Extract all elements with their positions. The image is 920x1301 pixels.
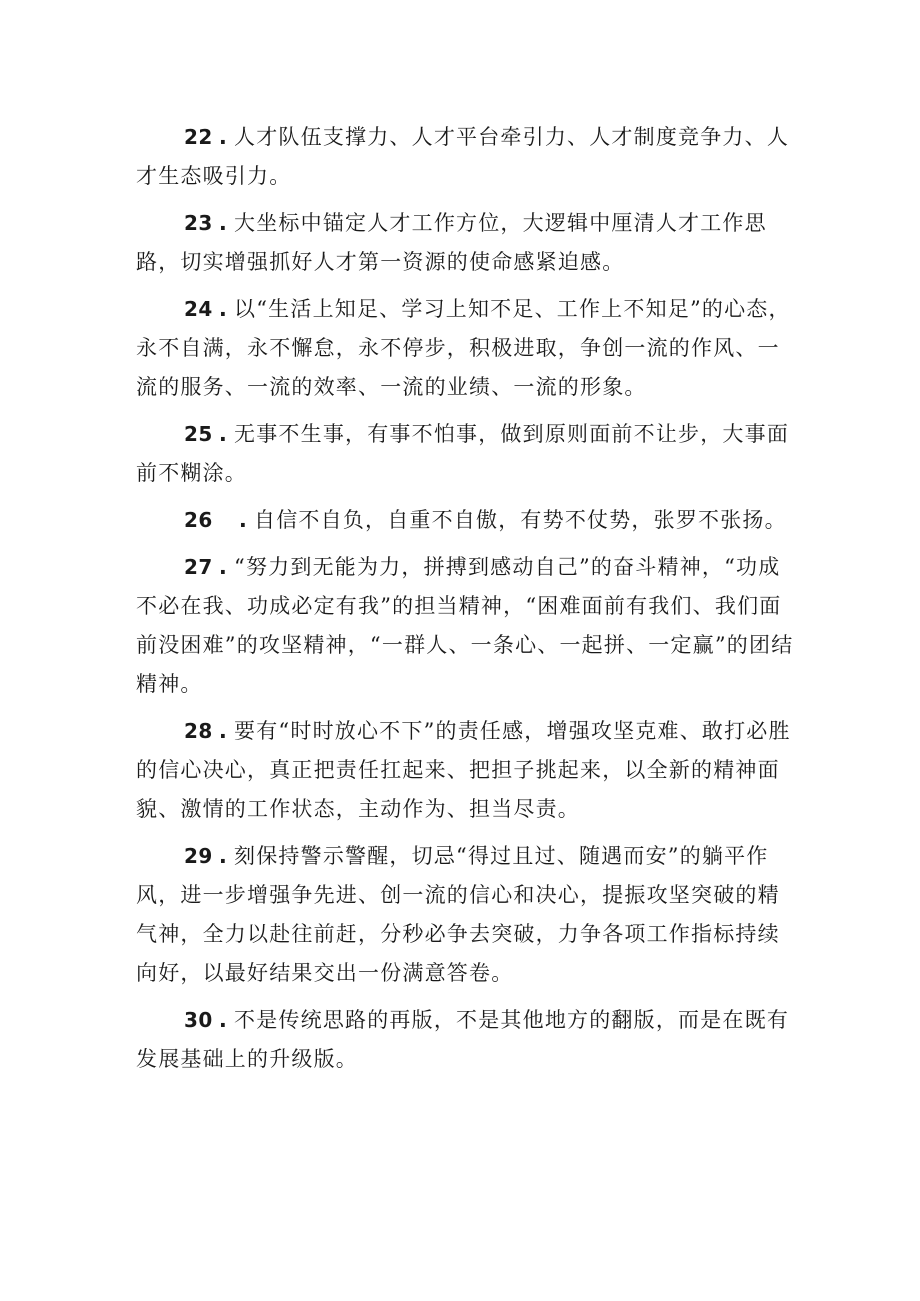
list-item xyxy=(136,548,796,704)
item-separator: . xyxy=(218,844,229,868)
list-item xyxy=(136,290,796,407)
item-text: 以“生活上知足、学习上知不足、工作上不知足”的心态，永不自满，永不懈怠，永不停步，积极进取，争创一流的作风、一流的服务、一流的效率、一流的业绩、一流的形象。 xyxy=(136,297,791,399)
item-text: 要有“时时放心不下”的责任感，增强攻坚克难、敢打必胜的信心决心，真正把责任扛起来、把担子挑起来，以全新的精神面貌、激情的工作状态，主动作为、担当尽责。 xyxy=(136,719,791,821)
list-item xyxy=(136,501,796,540)
list-item xyxy=(136,118,796,196)
list-item xyxy=(136,1001,796,1079)
item-text: 不是传统思路的再版，不是其他地方的翻版，而是在既有发展基础上的升级版。 xyxy=(136,1008,790,1071)
list-item xyxy=(136,204,796,282)
item-text: 自信不自负，自重不自傲，有势不仗势，张罗不张扬。 xyxy=(254,508,787,532)
list-item xyxy=(136,837,796,993)
item-number: 30 xyxy=(184,1008,213,1032)
item-separator: . xyxy=(238,508,249,532)
item-number: 29 xyxy=(184,844,213,868)
item-separator: . xyxy=(218,297,229,321)
item-number: 26 xyxy=(184,508,213,532)
item-separator: . xyxy=(218,555,229,579)
item-number: 23 xyxy=(184,211,213,235)
item-number: 28 xyxy=(184,719,213,743)
document-body xyxy=(136,118,796,1087)
list-item xyxy=(136,712,796,829)
item-separator: . xyxy=(218,1008,229,1032)
item-text: 人才队伍支撑力、人才平台牵引力、人才制度竞争力、人才生态吸引力。 xyxy=(136,125,790,188)
item-number: 22 xyxy=(184,125,213,149)
item-separator: . xyxy=(218,211,229,235)
item-text: 大坐标中锚定人才工作方位，大逻辑中厘清人才工作思路，切实增强抓好人才第一资源的使命感紧迫感。 xyxy=(136,211,767,274)
item-separator: . xyxy=(218,719,229,743)
item-number: 27 xyxy=(184,555,213,579)
item-separator: . xyxy=(218,422,229,446)
item-separator: . xyxy=(218,125,229,149)
item-number: 24 xyxy=(184,297,213,321)
item-number: 25 xyxy=(184,422,213,446)
item-text: 刻保持警示警醒，切忌“得过且过、随遇而安”的躺平作风，进一步增强争先进、创一流的信心和决心，提振攻坚突破的精气神，全力以赴往前赶，分秒必争去突破，力争各项工作指标持续向好，以最好结果交出一份满意答卷。 xyxy=(136,844,780,985)
item-text: 无事不生事，有事不怕事，做到原则面前不让步，大事面前不糊涂。 xyxy=(136,422,790,485)
item-text: “努力到无能为力，拼搏到感动自己”的奋斗精神，“功成不必在我、功成必定有我”的担当精神，“困难面前有我们、我们面前没困难”的攻坚精神，“一群人、一条心、一起拼、一定赢”的团结精神。 xyxy=(136,555,794,696)
list-item xyxy=(136,415,796,493)
